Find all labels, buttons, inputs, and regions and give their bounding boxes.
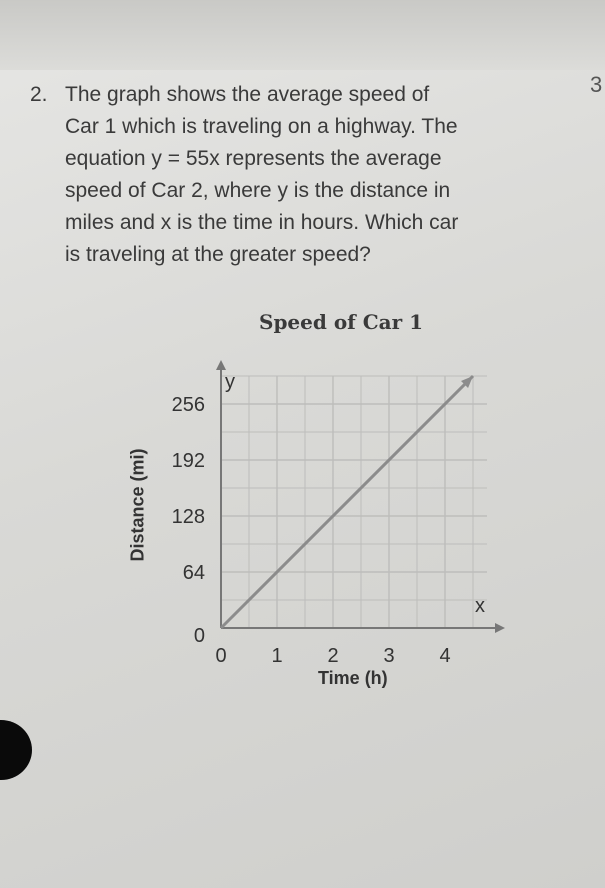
y-tick-label: 128: [171, 506, 205, 528]
x-axis-symbol: x: [475, 595, 485, 617]
y-axis-arrow: [216, 360, 226, 370]
problem-line: speed of Car 2, where y is the distance in: [65, 179, 451, 202]
problem-line: Car 1 which is traveling on a highway. The: [65, 115, 458, 138]
y-tick-label: 0: [193, 625, 205, 647]
problem-line: miles and x is the time in hours. Which car: [65, 211, 459, 234]
x-tick-label: 3: [383, 645, 395, 667]
data-line-car-1: [221, 376, 473, 628]
y-tick-label: 256: [171, 394, 205, 416]
page-number: 3: [590, 72, 603, 97]
x-axis-arrow: [495, 623, 505, 633]
x-tick-label: 0: [215, 645, 227, 667]
x-tick-label: 1: [271, 645, 283, 667]
problem-line: equation y = 55x represents the average: [65, 147, 442, 170]
problem-line: is traveling at the greater speed?: [65, 243, 371, 266]
y-axis-label: Distance (mi): [127, 448, 148, 562]
y-tick-label: 64: [182, 562, 205, 584]
chart-title: Speed of Car 1: [259, 310, 424, 334]
y-tick-label: 192: [171, 450, 205, 472]
problem-line: The graph shows the average speed of: [65, 83, 430, 106]
y-axis-symbol: y: [225, 371, 235, 393]
x-tick-label: 4: [439, 645, 451, 667]
x-axis-label: Time (h): [318, 668, 388, 688]
x-tick-label: 2: [327, 645, 339, 667]
problem-number: 2.: [30, 83, 48, 106]
